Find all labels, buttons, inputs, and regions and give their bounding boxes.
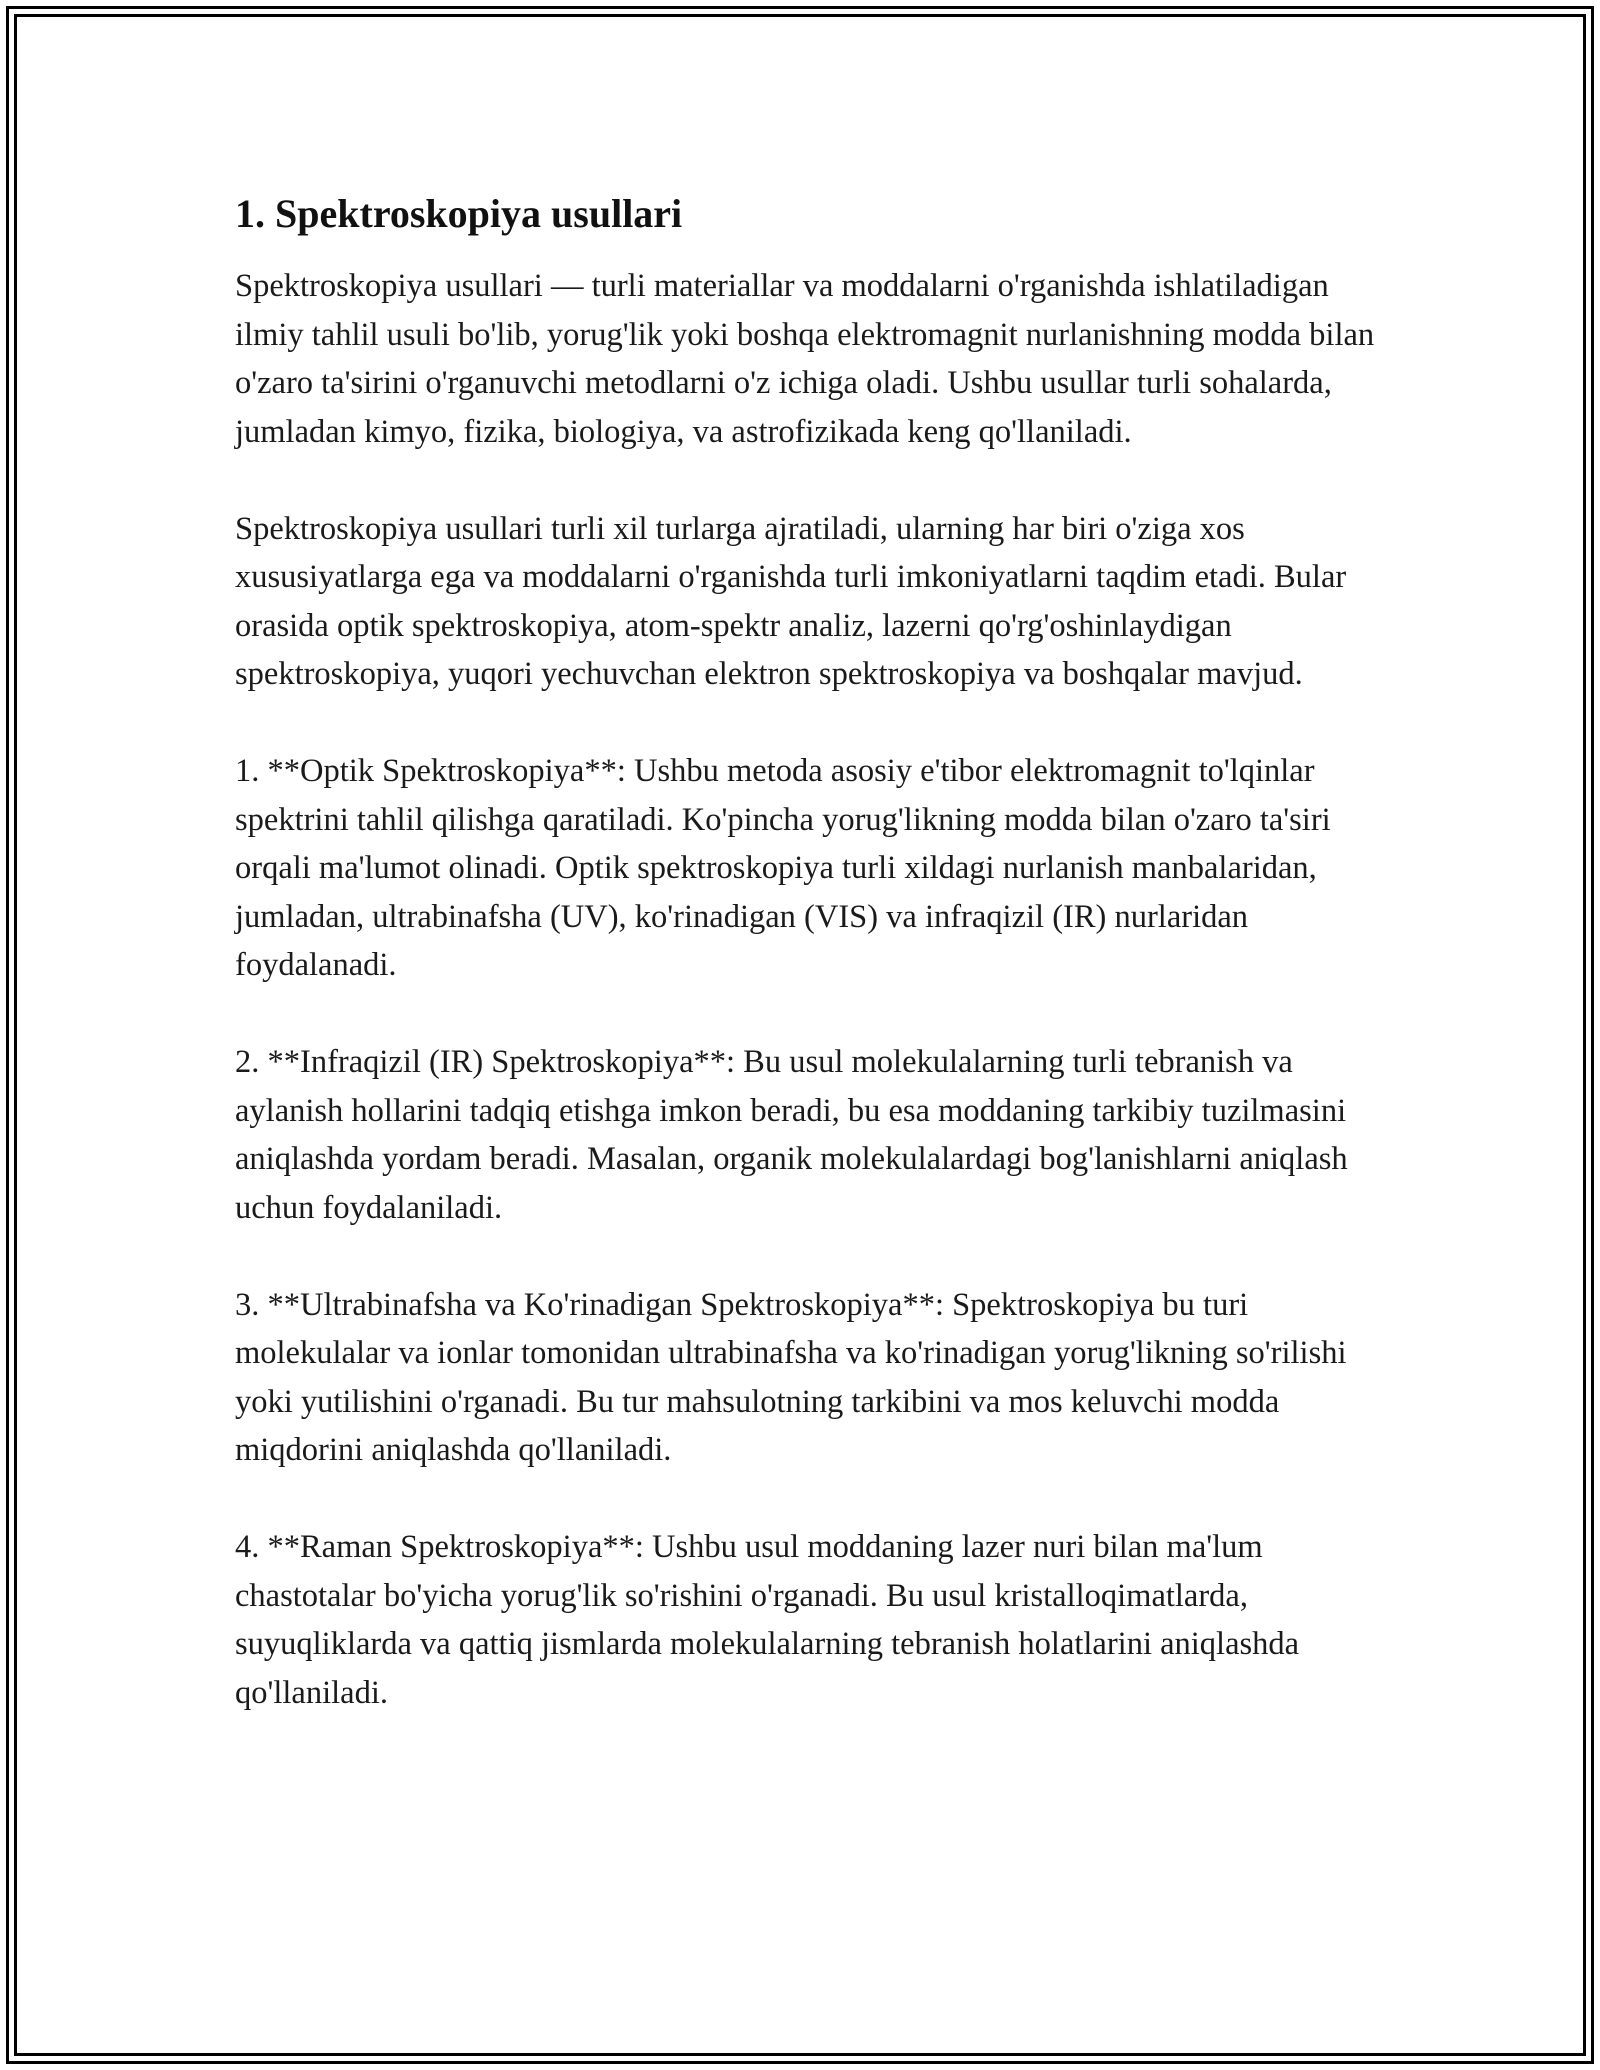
- list-item-optical: 1. **Optik Spektroskopiya**: Ushbu metoda asosiy e'tibor elektromagnit to'lqinlar spektrini tahlil qilishga qaratiladi. Ko'pincha yorug'likning modda bilan o'zaro ta'siri orqali ma'lumot olinadi. Optik spektroskopiya turli xildagi nurlanish manbalaridan, jumladan, ultrabinafsha (UV), ko'rinadigan (VIS) va infraqizil (IR) nurlaridan foydalanadi.: [235, 753, 1331, 983]
- document-body: [235, 188, 1375, 1717]
- intro-paragraph: Spektroskopiya usullari — turli materiallar va moddalarni o'rganishda ishlatiladigan ilmiy tahlil usuli bo'lib, yorug'lik yoki boshqa elektromagnit nurlanishning modda bilan o'zaro ta'sirini o'rganuvchi metodlarni o'z ichiga oladi. Ushbu usullar turli sohalarda, jumladan kimyo, fizika, biologiya, va astrofizikada keng qo'llaniladi.: [235, 268, 1375, 450]
- list-item-infrared: 2. **Infraqizil (IR) Spektroskopiya**: Bu usul molekulalarning turli tebranish va aylanish hollarini tadqiq etishga imkon beradi, bu esa moddaning tarkibiy tuzilmasini aniqlashda yordam beradi. Masalan, organik molekulalardagi bog'lanishlarni aniqlash uchun foydalaniladi.: [235, 1044, 1348, 1226]
- document-title: 1. Spektroskopiya usullari: [235, 191, 683, 236]
- types-paragraph: Spektroskopiya usullari turli xil turlarga ajratiladi, ularning har biri o'ziga xos xususiyatlarga ega va moddalarni o'rganishda turli imkoniyatlarni taqdim etadi. Bular orasida optik spektroskopiya, atom-spektr analiz, lazerni qo'rg'oshinlaydigan spektroskopiya, yuqori yechuvchan elektron spektroskopiya va boshqalar mavjud.: [235, 510, 1347, 692]
- list-item-raman: 4. **Raman Spektroskopiya**: Ushbu usul moddaning lazer nuri bilan ma'lum chastotalar bo'yicha yorug'lik so'rishini o'rganadi. Bu usul kristalloqimatlarda, suyuqliklarda va qattiq jismlarda molekulalarning tebranish holatlarini aniqlashda qo'llaniladi.: [235, 1529, 1300, 1711]
- list-item-uv-vis: 3. **Ultrabinafsha va Ko'rinadigan Spektroskopiya**: Spektroskopiya bu turi molekulalar va ionlar tomonidan ultrabinafsha va ko'rinadigan yorug'likning so'rilishi yoki yutilishini o'rganadi. Bu tur mahsulotning tarkibini va mos keluvchi modda miqdorini aniqlashda qo'llaniladi.: [235, 1286, 1347, 1468]
